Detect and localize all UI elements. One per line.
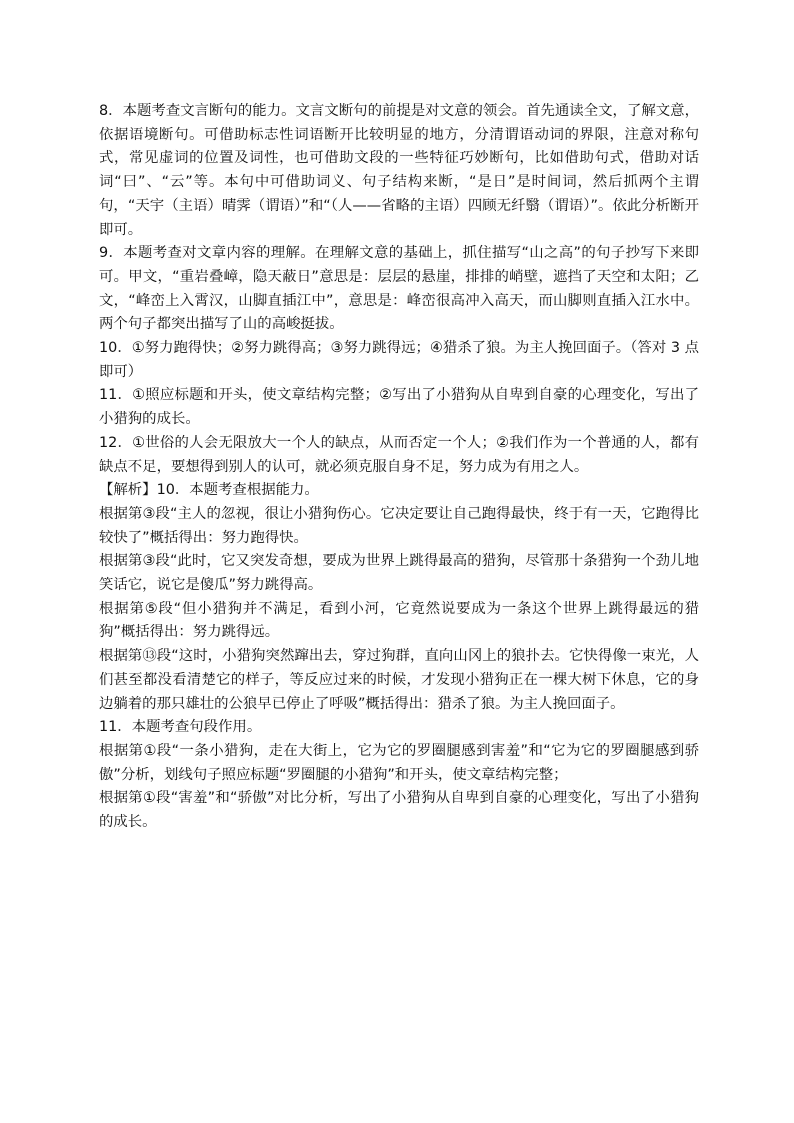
answer-q12: 12．①世俗的人会无限放大一个人的缺点，从而否定一个人；②我们作为一个普通的人，都有缺点不足，要想得到别人的认可，就必须克服自身不足，努力成为有用之人。: [99, 434, 699, 475]
analysis-paragraph: 根据第⑤段“但小猎狗并不满足，看到小河，它竟然说要成为一条这个世界上跳得最远的猎狗”概括得出：努力跳得远。: [99, 600, 699, 641]
analysis-heading: 【解析】10．本题考查根据能力。: [99, 482, 319, 499]
analysis-paragraph: 根据第③段“此时，它又突发奇想，要成为世界上跳得最高的猎狗，尽管那十条猎狗一个劲儿地笑话它，说它是傻瓜”努力跳得高。: [99, 553, 699, 594]
analysis-q11-heading: 11．本题考查句段作用。: [99, 719, 262, 736]
analysis-paragraph: 根据第①段“一条小猎狗，走在大街上，它为它的罗圈腿感到害羞”和“它为它的罗圈腿感到骄傲”分析，划线句子照应标题“罗圈腿的小猎狗”和开头，使文章结构完整；: [99, 742, 699, 783]
analysis-paragraph: 根据第③段“主人的忽视，很让小猎狗伤心。它决定要让自己跑得最快，终于有一天，它跑得比较快了”概括得出：努力跑得快。: [99, 505, 699, 546]
answer-q11: 11．①照应标题和开头，使文章结构完整；②写出了小猎狗从自卑到自豪的心理变化，写出了小猎狗的成长。: [99, 387, 699, 428]
answer-q9: 9．本题考查对文章内容的理解。在理解文意的基础上，抓住描写“山之高”的句子抄写下来即可。甲文，“重岩叠嶂，隐天蔽日”意思是：层层的悬崖，排排的峭壁，遮挡了天空和太阳；乙文，“峰峦上入霄汉，山脚直插江中”，意思是：峰峦很高冲入高天，而山脚则直插入江水中。两个句子都突出描写了山的高峻挺拔。: [99, 245, 699, 333]
analysis-paragraph: 根据第①段“害羞”和“骄傲”对比分析，写出了小猎狗从自卑到自豪的心理变化，写出了小猎狗的成长。: [99, 790, 699, 831]
answer-q10: 10．①努力跑得快；②努力跳得高；③努力跳得远；④猎杀了狼。为主人挽回面子。（答对 3 点即可）: [99, 340, 699, 380]
answer-document: [99, 100, 699, 835]
analysis-paragraph: 根据第⑬段“这时，小猎狗突然蹿出去，穿过狗群，直向山冈上的狼扑去。它快得像一束光，人们甚至都没看清楚它的样子，等反应过来的时候，才发现小猎狗正在一棵大树下休息，它的身边躺着的那只雄壮的公狼早已停止了呼吸”概括得出：猎杀了狼。为主人挽回面子。: [99, 648, 699, 712]
answer-q8: 8．本题考查文言断句的能力。文言文断句的前提是对文意的领会。首先通读全文，了解文意，依据语境断句。可借助标志性词语断开比较明显的地方，分清谓语动词的界限，注意对称句式，常见虚词的位置及词性，也可借助文段的一些特征巧妙断句，比如借助句式，借助对话词“曰”、“云”等。本句中可借助词义、句子结构来断，“是日”是时间词，然后抓两个主谓句，“天宇（主语）晴霁（谓语）”和“（人——省略的主语）四顾无纤翳（谓语）”。依此分析断开即可。: [99, 103, 699, 238]
